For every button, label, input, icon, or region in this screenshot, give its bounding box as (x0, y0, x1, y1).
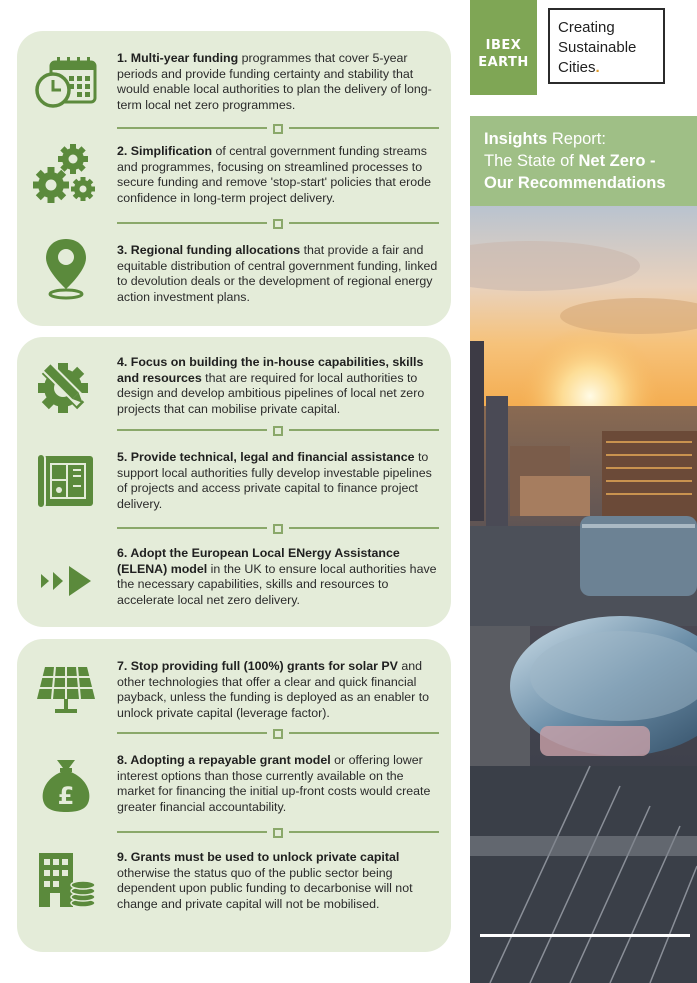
recommendation-text: 1. Multi-year funding programmes that cover 5-year periods and provide funding certainty and stability that would enable local authorities to plan the delivery of long-term local net zero programmes. (117, 51, 432, 112)
divider (117, 523, 439, 533)
logo-text: IBEX (485, 38, 522, 53)
recommendation-text: 9. Grants must be used to unlock private capital otherwise the status quo of the public sector being dependent upon public funding to decarbonise will not change and private capital will not be mobilised. (117, 850, 413, 911)
solar-panel-icon (33, 659, 99, 725)
logo-text: Creating (558, 19, 615, 36)
title-line-1: Insights Report: (484, 130, 606, 148)
divider (117, 425, 439, 435)
blueprint-icon (33, 448, 99, 514)
logo-text: Sustainable (558, 39, 637, 56)
divider (117, 728, 439, 738)
creating-sustainable-cities-logo (548, 8, 665, 84)
recommendations-panel-3 (17, 639, 451, 952)
divider (117, 827, 439, 837)
title-line-2: The State of Net Zero - (484, 152, 656, 170)
recommendations-panel-2 (17, 337, 451, 627)
recommendation-text: 3. Regional funding allocations that provide a fair and equitable distribution of central government funding, linked to devolution deals or the development of regional energy action investment plans. (117, 243, 438, 304)
city-photo (470, 206, 697, 983)
divider (117, 123, 439, 133)
recommendation-text: 6. Adopt the European Local ENergy Assistance (ELENA) model in the UK to ensure local authorities have the necessary capabilities, skills and resources to accelerate local net zero delivery. (117, 546, 437, 607)
gear-pencil-icon (33, 354, 99, 420)
logo-text: EARTH (478, 55, 529, 70)
recommendation-text: 8. Adopting a repayable grant model or offering lower interest options than those currently available on the market for financing the initial up-front costs would create greater financial accountability. (117, 753, 431, 814)
title-line-3: Our Recommendations (484, 174, 666, 192)
recommendation-text: 2. Simplification of central government funding streams and programmes, focusing on streamlined processes to secure funding and remove 'stop-start' policies that erode confidence in long-term project delivery. (117, 144, 431, 205)
ibex-earth-logo (470, 0, 537, 95)
building-coins-icon (33, 847, 99, 913)
recommendation-text: 7. Stop providing full (100%) grants for solar PV and other technologies that offer a clear and quick financial payback, unless the funding is deployed as an enabler to unlock private capital (leverage factor). (117, 659, 430, 720)
report-title (470, 116, 697, 206)
map-pin-icon (33, 235, 99, 301)
money-bag-icon (33, 750, 99, 816)
recommendation-text: 5. Provide technical, legal and financial assistance to support local authorities fully develop investable pipelines of projects and access private capital to finance project delivery. (117, 450, 432, 511)
gears-icon (33, 143, 99, 209)
fast-forward-icon (33, 550, 99, 616)
divider (117, 218, 439, 228)
logo-text: Cities. (558, 59, 600, 76)
svg-text:£: £ (57, 782, 75, 810)
calendar-clock-icon (33, 52, 99, 118)
recommendation-text: 4. Focus on building the in-house capabilities, skills and resources that are required for local authorities to design and develop ambitious pipelines of local net zero projects that can mobilise private capital. (117, 355, 425, 416)
recommendations-panel-1 (17, 31, 451, 326)
